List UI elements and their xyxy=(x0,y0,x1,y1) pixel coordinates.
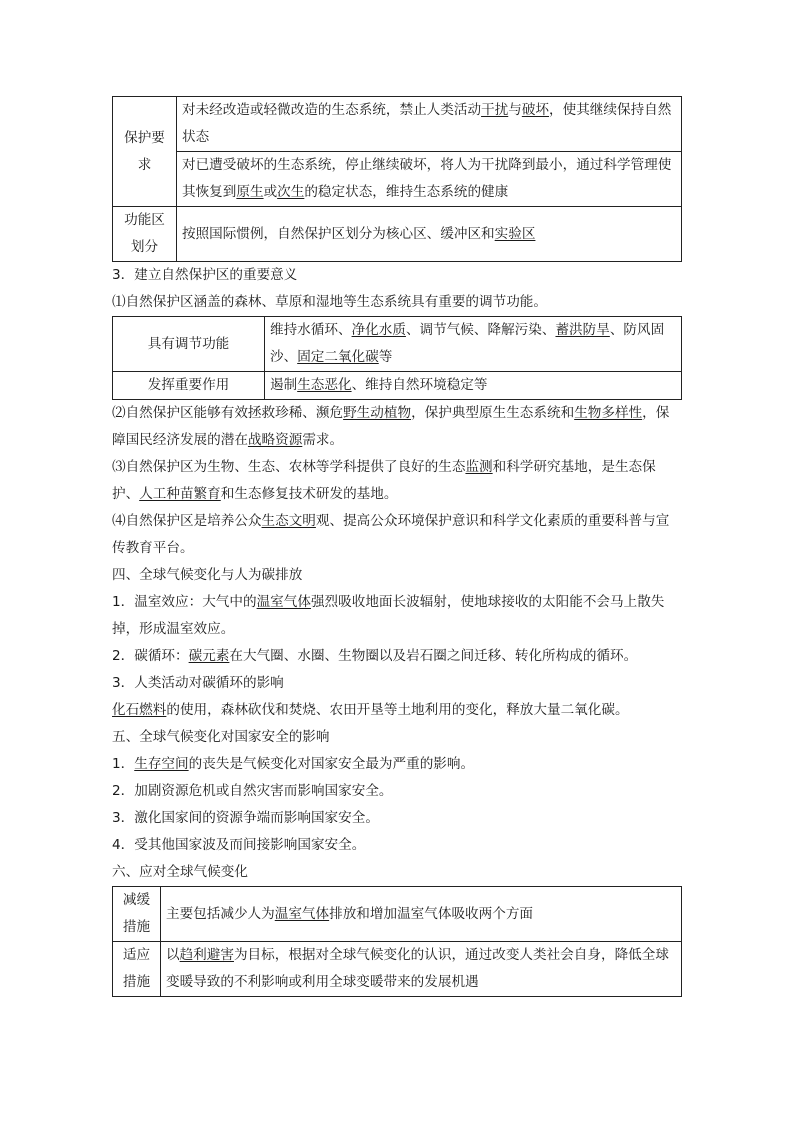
protect-label-line2: 求 xyxy=(137,156,152,173)
key-term: 人工种苗繁育 xyxy=(139,486,221,502)
key-term: 原生 xyxy=(236,184,264,200)
text-span: 需求。 xyxy=(302,432,344,448)
adaptation-label-line1: 适应 xyxy=(122,947,151,963)
section-3-paragraph-2 xyxy=(112,400,682,454)
text-span: 和生态修复技术研发的基地。 xyxy=(220,486,398,502)
zone-label-line1: 功能区 xyxy=(124,212,165,228)
section-6-title: 六、应对全球气候变化 xyxy=(112,864,248,880)
protection-table xyxy=(112,96,682,262)
section-4-paragraph-1 xyxy=(112,589,682,643)
text-span: 遏制 xyxy=(270,377,298,393)
key-term: 蓄洪防旱 xyxy=(555,322,610,338)
section-4-paragraph-4 xyxy=(112,697,682,724)
text-span: 1．温室效应：大气中的 xyxy=(112,594,257,610)
text-span: ，保护典型原生生态系统和 xyxy=(411,405,575,421)
mitigation-label-cell xyxy=(113,887,161,942)
adaptation-text-cell xyxy=(161,942,682,997)
text-span: 等 xyxy=(378,349,393,365)
text-span: 或 xyxy=(263,184,278,200)
zone-label-line2: 划分 xyxy=(130,239,159,255)
text-span: ，使其继续保持自然状态 xyxy=(182,102,672,145)
key-term: 固定二氧化碳 xyxy=(297,349,379,365)
table-row xyxy=(113,317,682,372)
text-span: ⑶自然保护区为生物、生态、农林等学科提供了良好的生态 xyxy=(112,459,466,475)
key-term: 野生动植物 xyxy=(343,405,412,421)
section-4-title: 四、全球气候变化与人为碳排放 xyxy=(112,567,303,583)
key-term: 生态文明 xyxy=(261,513,316,529)
text-span: ⑵自然保护区能够有效拯救珍稀、濒危 xyxy=(112,405,344,421)
key-term: 化石燃料 xyxy=(112,702,167,718)
key-term: 趋利避害 xyxy=(179,947,234,963)
role-text-cell xyxy=(265,372,682,400)
protect-label-line1: 保护要 xyxy=(124,129,165,146)
key-term: 次生 xyxy=(277,184,305,200)
key-term: 碳元素 xyxy=(188,648,230,664)
text-span: 与 xyxy=(508,102,522,118)
document-page xyxy=(112,96,682,997)
key-term: 监测 xyxy=(465,459,493,475)
text-span: ，保障国民经济发展的潜在 xyxy=(112,405,670,448)
text-span: 排放和增加温室气体吸收两个方面 xyxy=(329,905,534,922)
text-span: 在大气圈、水圈、生物圈以及岩石圈之间迁移、转化所构成的循环。 xyxy=(229,648,638,664)
mitigation-label-line1: 减缓 xyxy=(122,892,151,908)
key-term: 生存空间 xyxy=(134,756,189,772)
text-span: 和科学研究基地，是生态保护、 xyxy=(112,459,656,502)
adaptation-label-cell xyxy=(113,942,161,997)
text-span: 以 xyxy=(166,947,180,963)
key-term: 生物多样性 xyxy=(574,405,643,421)
key-term: 温室气体 xyxy=(274,905,330,922)
text-span: 为目标，根据对全球气候变化的认识，通过改变人类社会自身，降低全球变暖导致的不利影响或利用全球变暖带来的发展机遇 xyxy=(166,947,669,990)
text-span: 主要包括减少人为 xyxy=(166,905,275,922)
table-row xyxy=(113,97,682,152)
zone-label-cell xyxy=(113,207,177,262)
section-4-paragraph-3: 3．人类活动对碳循环的影响 xyxy=(112,675,284,691)
section-3-title: 3．建立自然保护区的重要意义 xyxy=(112,267,298,283)
protect-label-cell xyxy=(113,97,177,207)
text-span: 对已遭受破坏的生态系统，停止继续破坏，将人为干扰降到最小，通过科学管理使其恢复到 xyxy=(182,157,672,200)
text-span: 观、提高公众环境保护意识和科学文化素质的重要科普与宣传教育平台。 xyxy=(112,513,670,556)
section-5-paragraph-2: 2．加剧资源危机或自然灾害而影响国家安全。 xyxy=(112,783,393,799)
text-span: 维持水循环、 xyxy=(270,322,352,338)
protect-text-cell xyxy=(177,152,682,207)
zone-text-cell xyxy=(177,207,682,262)
table-row xyxy=(113,152,682,207)
section-3-paragraph-1: ⑴自然保护区涵盖的森林、草原和湿地等生态系统具有重要的调节功能。 xyxy=(112,294,547,310)
text-span: 1． xyxy=(112,756,135,772)
key-term: 净化水质 xyxy=(351,322,406,338)
text-span: 的丧失是气候变化对国家安全最为严重的影响。 xyxy=(188,756,475,772)
key-term: 实验区 xyxy=(494,225,536,242)
table-row xyxy=(113,887,682,942)
section-3-paragraph-4 xyxy=(112,508,682,562)
response-table xyxy=(112,886,682,997)
text-span: 对未经改造或轻微改造的生态系统，禁止人类活动 xyxy=(182,102,482,118)
text-span: 的使用，森林砍伐和焚烧、农田开垦等土地利用的变化，释放大量二氧化碳。 xyxy=(166,702,629,718)
key-term: 温室气体 xyxy=(256,594,311,610)
section-3-paragraph-3 xyxy=(112,454,682,508)
key-term: 战略资源 xyxy=(247,432,303,448)
key-term: 生态恶化 xyxy=(297,377,352,393)
mitigation-label-line2: 措施 xyxy=(122,919,151,935)
text-span: 的稳定状态，维持生态系统的健康 xyxy=(304,184,509,200)
table-row xyxy=(113,207,682,262)
section-5-paragraph-1 xyxy=(112,751,682,778)
protect-text-cell xyxy=(177,97,682,152)
text-span: 、调节气候、降解污染、 xyxy=(405,322,556,338)
key-term: 干扰 xyxy=(481,102,509,118)
section-5-title: 五、全球气候变化对国家安全的影响 xyxy=(112,729,330,745)
function-label-cell: 具有调节功能 xyxy=(113,317,265,372)
key-term: 破坏 xyxy=(521,102,550,118)
section-4-paragraph-2 xyxy=(112,643,682,670)
function-table xyxy=(112,316,682,400)
function-text-cell xyxy=(265,317,682,372)
section-5-paragraph-3: 3．激化国家间的资源争端而影响国家安全。 xyxy=(112,810,379,826)
text-span: 、防风固沙、 xyxy=(270,322,665,365)
table-row xyxy=(113,942,682,997)
text-span: 、维持自然环境稳定等 xyxy=(351,377,488,393)
text-span: 按照国际惯例，自然保护区划分为核心区、缓冲区和 xyxy=(182,225,495,242)
section-5-paragraph-4: 4．受其他国家波及而间接影响国家安全。 xyxy=(112,837,366,853)
table-row xyxy=(113,372,682,400)
text-span: ⑷自然保护区是培养公众 xyxy=(112,513,262,529)
text-span: 强烈吸收地面长波辐射，使地球接收的太阳能不会马上散失掉，形成温室效应。 xyxy=(112,594,665,637)
text-span: 2．碳循环： xyxy=(112,648,189,664)
adaptation-label-line2: 措施 xyxy=(122,974,151,990)
mitigation-text-cell xyxy=(161,887,682,942)
role-label-cell: 发挥重要作用 xyxy=(113,372,265,400)
